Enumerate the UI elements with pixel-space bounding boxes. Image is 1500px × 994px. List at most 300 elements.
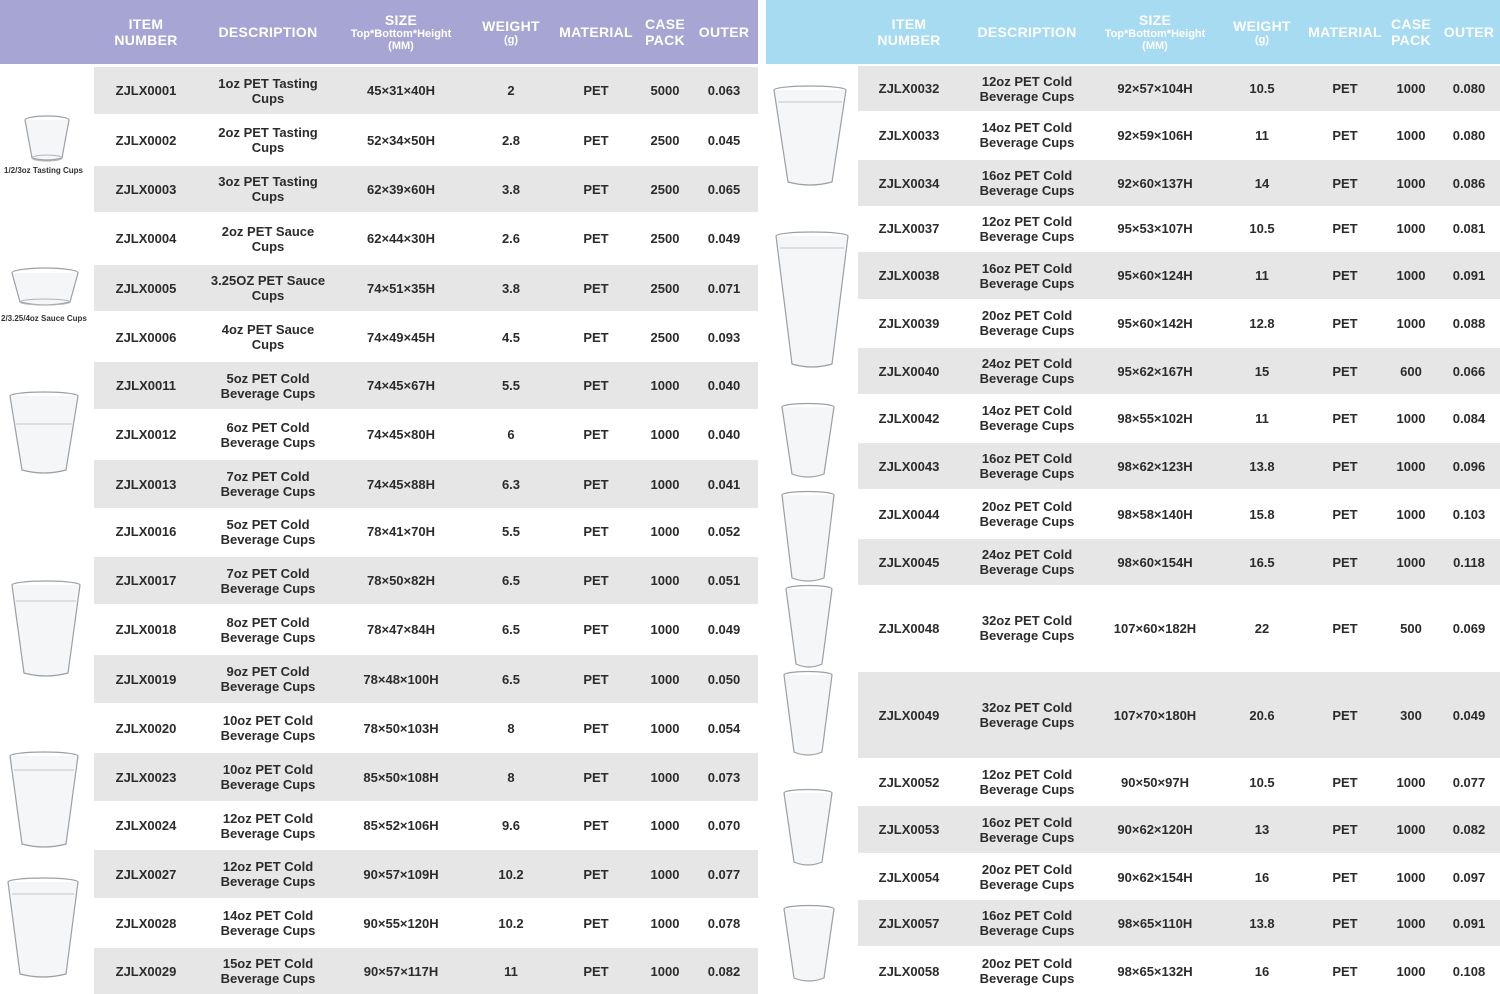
size-cell: 62×39×60H [367,181,435,197]
outer-cell: 0.080 [1452,81,1486,96]
item-number-cell: ZJLX0005 [115,280,177,296]
case-pack-cell: 1000 [1396,221,1426,236]
item-number-cell: ZJLX0052 [878,774,940,790]
description-cell [962,348,1092,394]
outer-cell: 0.052 [707,524,741,539]
material-cell: PET [1332,707,1358,723]
weight-cell: 11 [504,963,518,979]
item-number-cell: ZJLX0038 [878,268,940,283]
left-table-header [0,0,758,64]
description-cell [200,67,336,114]
item-number-cell: ZJLX0049 [878,707,940,723]
description-line1: 16oz PET Cold [981,168,1073,183]
item-number-cell: ZJLX0054 [878,869,940,885]
description-line1: 10oz PET Cold [222,762,314,777]
weight-cell: 5.5 [501,524,521,539]
description-line1: 2oz PET Sauce [221,223,315,239]
description-cell [200,606,336,653]
outer-cell: 0.066 [1452,363,1486,379]
item-number-cell: ZJLX0033 [878,127,940,143]
case-pack-cell: 1000 [1396,81,1426,96]
description-line2: Beverage Cups [220,825,316,841]
weight-cell: 12.8 [1249,315,1275,331]
table-row [94,265,758,311]
table-row [94,215,758,262]
weight-cell: 10.2 [498,866,524,882]
description-cell [962,806,1092,853]
case-pack-cell: 2500 [650,181,680,197]
material-cell: PET [583,769,609,785]
case-pack-cell: 1000 [1396,410,1426,426]
description-line1: 16oz PET Cold [981,451,1073,466]
description-cell [962,66,1092,111]
description-line2: Beverage Cups [979,371,1075,386]
description-line2: Beverage Cups [220,629,316,645]
description-line1: 12oz PET Cold [981,73,1073,89]
weight-cell: 22 [1254,620,1270,636]
description-cell [962,206,1092,251]
size-cell: 107×60×182H [1113,620,1197,636]
header-size-text: SIZE [1138,12,1172,28]
item-number-cell: ZJLX0044 [878,506,940,522]
description-cell [200,557,336,604]
description-line1: 12oz PET Cold [222,810,314,826]
description-cell [962,586,1092,670]
description-line2: Beverage Cups [979,782,1075,797]
header-size-unit: (MM) [388,40,414,52]
material-cell: PET [1332,315,1358,331]
description-line1: 7oz PET Cold [226,565,310,581]
table-row [858,112,1500,158]
description-cell [200,460,336,508]
outer-cell: 0.086 [1452,175,1486,191]
description-line1: 20oz PET Cold [981,956,1073,971]
weight-cell: 6.5 [501,573,521,588]
item-number-cell: ZJLX0002 [115,132,177,148]
description-line2: Beverage Cups [979,323,1075,338]
description-cell [962,759,1092,805]
table-row [94,899,758,947]
header-weight-text: WEIGHT [482,18,540,34]
weight-cell: 5.5 [501,378,521,393]
header-weight-text: WEIGHT [1233,18,1291,34]
description-line1: 12oz PET Cold [981,767,1073,782]
outer-cell: 0.091 [1452,268,1486,283]
case-pack-cell: 1000 [1396,315,1426,331]
material-cell: PET [583,915,609,931]
material-cell: PET [583,963,609,979]
header-case-line1: CASE [1390,16,1432,32]
table-row [94,753,758,801]
weight-cell: 10.5 [1249,774,1275,790]
table-row [858,443,1500,489]
description-line1: 32oz PET Cold [981,700,1073,715]
description-line1: 9oz PET Cold [226,664,310,679]
description-line2: Beverage Cups [979,135,1075,150]
description-cell [200,314,336,360]
outer-cell: 0.041 [707,476,741,492]
table-row [94,557,758,604]
material-cell: PET [583,83,609,98]
outer-cell: 0.070 [707,818,741,833]
table-row [858,806,1500,853]
weight-cell: 11 [1255,127,1269,143]
weight-cell: 6.5 [501,622,521,637]
material-cell: PET [1332,458,1358,474]
item-number-cell: ZJLX0019 [115,671,177,687]
table-row [858,672,1500,758]
description-cell [962,160,1092,206]
description-cell [200,704,336,752]
header-material-text: MATERIAL [559,24,633,40]
size-cell: 98×62×123H [1117,458,1193,474]
size-cell: 78×41×70H [367,524,435,539]
item-number-cell: ZJLX0024 [115,818,177,833]
material-cell: PET [583,524,609,539]
case-pack-cell: 1000 [650,622,680,637]
weight-cell: 11 [1255,268,1269,283]
table-row [858,160,1500,206]
case-pack-cell: 1000 [1396,963,1426,979]
size-cell: 90×55×120H [363,915,439,931]
description-line2: Beverage Cups [979,183,1075,198]
description-line2: Beverage Cups [220,434,316,450]
description-line1: 4oz PET Sauce [221,322,315,337]
item-number-cell: ZJLX0006 [115,329,177,345]
item-number-cell: ZJLX0016 [115,524,177,539]
cold-cup-20oz-98-image [780,490,836,584]
weight-cell: 2.6 [501,231,521,246]
description-line1: 6oz PET Cold [226,419,310,435]
description-line1: 3.25OZ PET Sauce [210,273,326,288]
description-cell [200,899,336,947]
description-line2: Beverage Cups [979,228,1075,244]
material-cell: PET [583,671,609,687]
case-pack-cell: 2500 [650,280,680,296]
item-number-cell: ZJLX0001 [115,83,177,98]
table-row [94,362,758,409]
outer-cell: 0.069 [1452,620,1486,636]
description-line2: Beverage Cups [979,877,1075,892]
table-row [858,206,1500,251]
size-cell: 62×44×30H [367,231,435,246]
table-row [858,491,1500,537]
size-cell: 107×70×180H [1113,707,1197,723]
description-line2: Cups [251,140,285,155]
table-row [858,759,1500,805]
header-material-text: MATERIAL [1308,24,1382,40]
weight-cell: 16 [1254,963,1270,979]
description-line1: 7oz PET Cold [226,469,310,484]
description-cell [200,655,336,703]
header-size [1092,0,1218,64]
material-cell: PET [583,132,609,148]
outer-cell: 0.049 [707,622,741,637]
case-pack-cell: 500 [1400,620,1422,636]
weight-cell: 6 [507,427,515,442]
case-pack-cell: 1000 [1396,869,1426,885]
outer-cell: 0.108 [1452,963,1486,979]
weight-cell: 16 [1254,869,1270,885]
size-cell: 85×52×106H [363,818,439,833]
item-number-cell: ZJLX0003 [115,181,177,197]
case-pack-cell: 1000 [650,476,680,492]
description-line1: 24oz PET Cold [981,547,1073,562]
case-pack-cell: 1000 [1396,822,1426,837]
case-pack-cell: 1000 [1396,774,1426,790]
header-size-unit: (MM) [1142,40,1168,52]
cold-cup-14oz-98-image [780,402,836,480]
description-line1: 32oz PET Cold [981,613,1073,628]
table-row [94,850,758,898]
description-line2: Cups [251,337,285,352]
description-cell [200,753,336,801]
table-row [94,314,758,360]
description-cell [962,443,1092,489]
case-pack-cell: 2500 [650,231,680,246]
description-line2: Beverage Cups [979,88,1075,104]
header-weight [1222,0,1302,64]
header-outer-text: OUTER [1443,24,1495,40]
description-line2: Cups [251,90,285,106]
item-number-cell: ZJLX0043 [878,458,940,474]
description-cell [962,112,1092,158]
weight-cell: 10.5 [1249,221,1275,236]
large-cold-cup-image [6,876,80,980]
tasting-cup-image [22,114,72,164]
description-line2: Beverage Cups [979,628,1075,643]
outer-cell: 0.093 [707,329,741,345]
table-row [94,411,758,458]
material-cell: PET [583,329,609,345]
description-line2: Beverage Cups [979,514,1075,529]
description-cell [962,900,1092,946]
description-cell [962,395,1092,441]
weight-cell: 9.6 [501,818,521,833]
item-number-cell: ZJLX0013 [115,476,177,492]
size-cell: 98×55×102H [1117,410,1193,426]
size-cell: 95×62×167H [1117,363,1193,379]
material-cell: PET [1332,506,1358,522]
case-pack-cell: 1000 [1396,175,1426,191]
item-number-cell: ZJLX0057 [878,915,940,931]
outer-cell: 0.077 [707,866,741,882]
sauce-cups-caption: 2/3.25/4oz Sauce Cups [1,314,87,323]
description-line1: 5oz PET Cold [226,370,310,386]
case-pack-cell: 1000 [1396,554,1426,570]
weight-cell: 16.5 [1249,554,1275,570]
outer-cell: 0.071 [707,280,741,296]
header-case-line2: PACK [645,32,685,48]
weight-cell: 13.8 [1249,915,1275,931]
description-line2: Beverage Cups [979,466,1075,481]
material-cell: PET [583,622,609,637]
material-cell: PET [583,476,609,492]
item-number-cell: ZJLX0017 [115,573,177,588]
outer-cell: 0.091 [1452,915,1486,931]
outer-cell: 0.077 [1452,774,1486,790]
outer-cell: 0.045 [707,132,741,148]
item-number-cell: ZJLX0053 [878,822,940,837]
description-cell [962,300,1092,346]
item-number-cell: ZJLX0012 [115,427,177,442]
material-cell: PET [583,720,609,736]
description-line2: Beverage Cups [220,971,316,986]
item-number-cell: ZJLX0034 [878,175,940,191]
weight-cell: 3.8 [501,181,521,197]
item-number-cell: ZJLX0039 [878,315,940,331]
size-cell: 90×62×154H [1117,869,1193,885]
material-cell: PET [1332,554,1358,570]
header-item-number [858,0,960,64]
header-case-line2: PACK [1391,32,1431,48]
description-line1: 16oz PET Cold [981,908,1073,923]
description-line1: 3oz PET Tasting [218,174,318,189]
description-line1: 14oz PET Cold [981,403,1073,418]
size-cell: 98×65×110H [1117,915,1193,931]
description-line1: 5oz PET Cold [226,516,310,532]
size-cell: 78×50×82H [367,573,435,588]
description-cell [962,672,1092,758]
table-row [94,704,758,752]
material-cell: PET [1332,81,1358,96]
header-weight [470,0,552,64]
case-pack-cell: 5000 [650,83,680,98]
table-row [858,948,1500,994]
material-cell: PET [1332,963,1358,979]
size-cell: 92×57×104H [1117,81,1193,96]
outer-cell: 0.049 [1452,707,1486,723]
item-number-cell: ZJLX0011 [116,378,176,393]
cold-cup-16-24oz-image [774,230,850,370]
outer-cell: 0.103 [1452,506,1486,522]
item-number-cell: ZJLX0048 [878,620,940,636]
cold-cup-98x65-image [782,904,836,984]
material-cell: PET [1332,127,1358,143]
description-line2: Beverage Cups [220,531,316,547]
header-case-pack [1384,0,1438,64]
weight-cell: 10.5 [1249,81,1275,96]
header-case-line1: CASE [644,16,686,32]
size-cell: 90×50×97H [1121,774,1189,790]
case-pack-cell: 1000 [1396,458,1426,474]
material-cell: PET [583,181,609,197]
case-pack-cell: 600 [1400,363,1422,379]
material-cell: PET [1332,620,1358,636]
material-cell: PET [583,378,609,393]
size-cell: 98×60×154H [1117,554,1193,570]
header-size-sub: Top*Bottom*Height [350,28,452,40]
tall-cold-cup-image [8,750,80,850]
header-item-line2: NUMBER [114,32,178,48]
table-row [858,300,1500,346]
item-number-cell: ZJLX0032 [878,81,940,96]
description-line1: 1oz PET Tasting [218,75,318,91]
size-cell: 95×60×142H [1117,315,1193,331]
header-description-text: DESCRIPTION [218,24,318,40]
header-size-sub: Top*Bottom*Height [1104,28,1206,40]
table-row [858,539,1500,585]
table-row [858,586,1500,670]
description-line2: Beverage Cups [220,679,316,694]
header-weight-unit: (g) [503,34,519,46]
description-line2: Beverage Cups [220,874,316,889]
case-pack-cell: 1000 [650,427,680,442]
case-pack-cell: 1000 [650,524,680,539]
description-line1: 12oz PET Cold [222,859,314,874]
header-outer [694,0,754,64]
item-number-cell: ZJLX0042 [878,410,940,426]
header-description-text: DESCRIPTION [977,24,1077,40]
header-description [200,0,336,64]
description-line1: 16oz PET Cold [981,814,1073,830]
table-row [858,900,1500,946]
outer-cell: 0.040 [707,378,741,393]
description-line1: 16oz PET Cold [981,260,1073,276]
description-line2: Beverage Cups [979,418,1075,433]
description-line2: Beverage Cups [979,971,1075,986]
item-number-cell: ZJLX0023 [115,769,177,785]
size-cell: 74×45×88H [367,476,435,492]
size-cell: 74×45×80H [367,427,435,442]
item-number-cell: ZJLX0029 [115,963,177,979]
weight-cell: 14 [1254,175,1270,191]
outer-cell: 0.080 [1452,127,1486,143]
case-pack-cell: 1000 [650,769,680,785]
table-row [858,348,1500,394]
case-pack-cell: 1000 [1396,268,1426,283]
weight-cell: 8 [507,720,515,736]
description-cell [962,491,1092,537]
weight-cell: 15.8 [1249,506,1275,522]
size-cell: 74×49×45H [367,329,435,345]
size-cell: 95×60×124H [1117,268,1193,283]
size-cell: 90×57×109H [363,866,439,882]
table-row [94,655,758,703]
description-line1: 15oz PET Cold [222,956,314,971]
header-item-line2: NUMBER [877,32,941,48]
material-cell: PET [1332,175,1358,191]
description-line2: Cups [251,288,285,303]
outer-cell: 0.097 [1452,869,1486,885]
description-line2: Beverage Cups [979,829,1075,845]
right-product-images [766,64,856,994]
outer-cell: 0.088 [1452,315,1486,331]
outer-cell: 0.050 [707,671,741,687]
material-cell: PET [1332,869,1358,885]
cold-cup-32oz-b-image [782,670,834,758]
table-row [94,67,758,114]
outer-cell: 0.073 [707,769,741,785]
table-row [94,117,758,163]
description-cell [200,850,336,898]
size-cell: 45×31×40H [367,83,435,98]
description-cell [200,948,336,994]
outer-cell: 0.084 [1452,410,1486,426]
item-number-cell: ZJLX0040 [878,363,940,379]
outer-cell: 0.082 [1452,822,1486,837]
case-pack-cell: 300 [1400,707,1422,723]
item-number-cell: ZJLX0028 [115,915,177,931]
description-cell [962,539,1092,585]
description-line1: 20oz PET Cold [981,499,1073,514]
description-line1: 20oz PET Cold [981,308,1073,323]
header-outer [1440,0,1498,64]
description-line1: 20oz PET Cold [981,862,1073,877]
description-line2: Beverage Cups [979,715,1075,730]
weight-cell: 3.8 [501,280,521,296]
size-cell: 85×50×108H [363,769,439,785]
